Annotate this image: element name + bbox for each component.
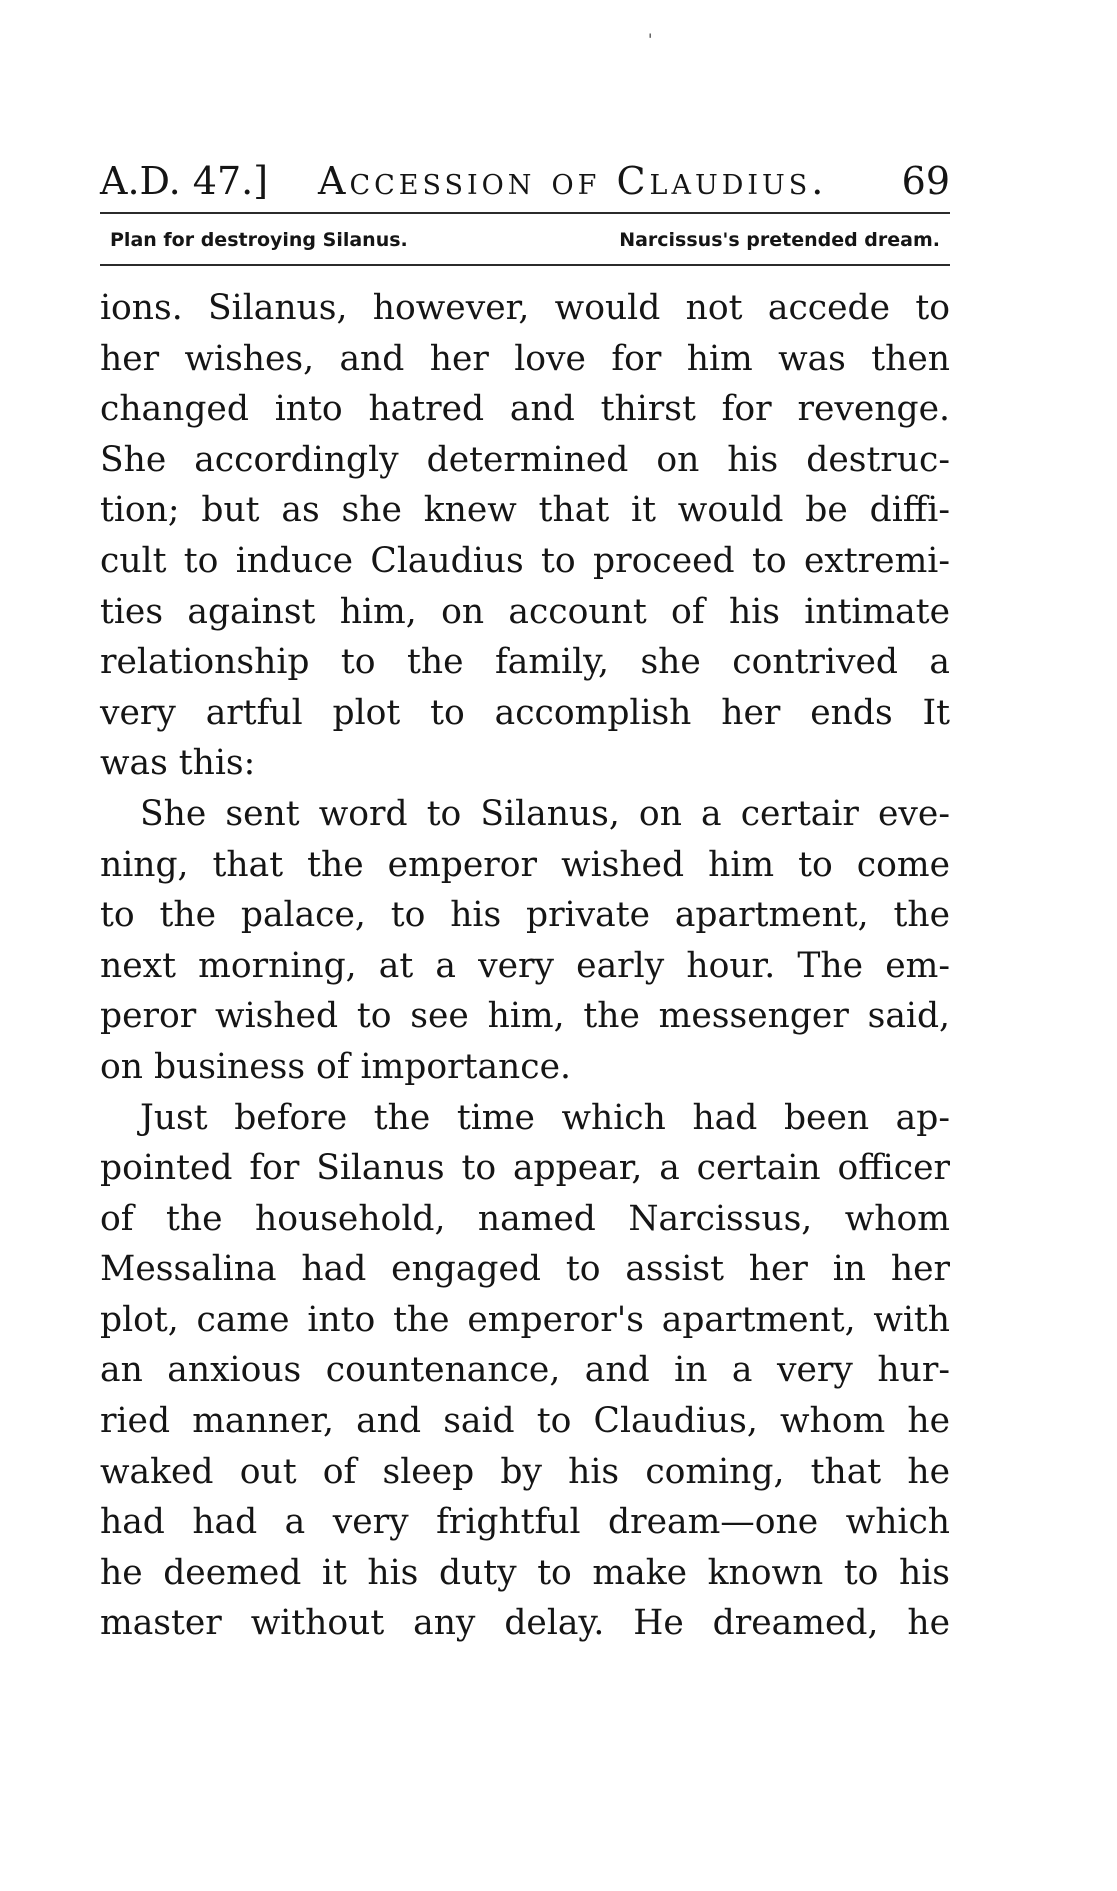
text-line: ning, that the emperor wished him to come <box>100 844 950 885</box>
text-line: She accordingly determined on his destruc- <box>100 439 950 480</box>
sidenote-right: Narcissus's pretended dream. <box>619 229 940 251</box>
text-line: Messalina had engaged to assist her in her <box>100 1249 950 1290</box>
text-line: peror wished to see him, the messenger said, <box>100 996 950 1037</box>
text-line: very artful plot to accomplish her ends It <box>100 692 950 733</box>
page-number: 69 <box>901 159 950 203</box>
text-line: ried manner, and said to Claudius, whom he <box>100 1401 950 1442</box>
text-line: on business of importance. <box>100 1046 571 1087</box>
text-line: tion; but as she knew that it would be diffi- <box>100 490 950 531</box>
text-line: was this: <box>100 743 256 784</box>
text-line: her wishes, and her love for him was then <box>100 338 950 379</box>
text-line: She sent word to Silanus, on a certair eve- <box>140 793 950 834</box>
sidenotes <box>100 220 950 260</box>
text-line: next morning, at a very early hour. The em- <box>100 945 950 986</box>
text-line: had had a very frightful dream—one which <box>100 1502 950 1543</box>
header-date: A.D. 47.] <box>100 159 269 203</box>
text-line: waked out of sleep by his coming, that he <box>100 1451 950 1492</box>
text-line: changed into hatred and thirst for revenge. <box>100 389 950 430</box>
text-line: ties against him, on account of his intimate <box>100 591 950 632</box>
text-line: cult to induce Claudius to proceed to extremi- <box>100 540 950 581</box>
paragraph-2 <box>100 789 950 1093</box>
stray-mark: ' <box>648 30 653 49</box>
running-head <box>100 155 950 207</box>
text-line: pointed for Silanus to appear, a certain officer <box>100 1148 950 1189</box>
paragraph-1 <box>100 283 950 789</box>
text-line: ions. Silanus, however, would not accede to <box>100 288 950 328</box>
sidenote-left: Plan for destroying Silanus. <box>110 229 408 251</box>
text-line: relationship to the family, she contrived a <box>100 642 950 683</box>
text-line: to the palace, to his private apartment, the <box>100 895 950 936</box>
body-text <box>100 283 950 1649</box>
text-line: of the household, named Narcissus, whom <box>100 1198 950 1239</box>
header-title: Accession of Claudius. <box>318 159 828 203</box>
text-line: plot, came into the emperor's apartment, with <box>100 1299 950 1340</box>
sidenote-rule <box>100 264 950 266</box>
paragraph-3 <box>100 1093 950 1650</box>
text-line: master without any delay. He dreamed, he <box>100 1603 950 1644</box>
text-line: an anxious countenance, and in a very hur- <box>100 1350 950 1391</box>
text-line: Just before the time which had been ap- <box>140 1097 950 1138</box>
text-line: he deemed it his duty to make known to his <box>100 1552 950 1593</box>
header-rule <box>100 212 950 214</box>
